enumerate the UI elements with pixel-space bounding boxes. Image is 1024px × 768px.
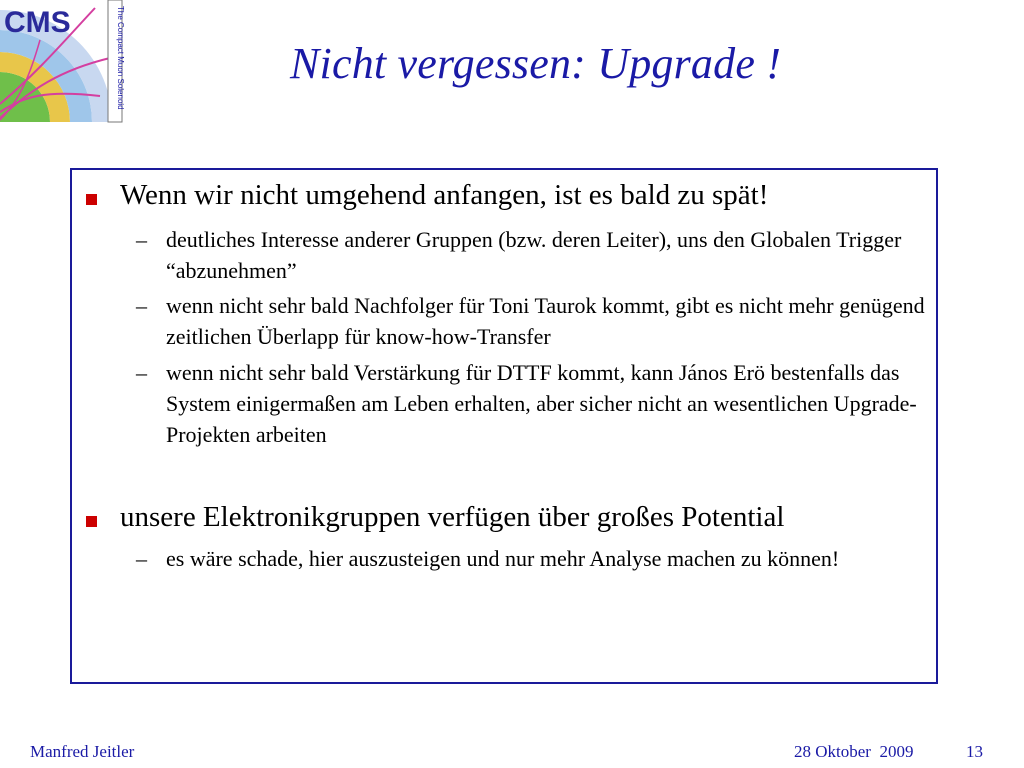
footer-page-number: 13	[966, 742, 983, 761]
sub-text: deutliches Interesse anderer Gruppen (bzw. deren Leiter), uns den Globalen Trigger “abzunehmen”	[166, 227, 902, 283]
footer-date: 28 Oktober 2009	[794, 742, 914, 761]
slide-title: Nicht vergessen: Upgrade !	[290, 39, 782, 88]
bullet-square-icon	[86, 516, 97, 527]
sub-text: es wäre schade, hier auszusteigen und nur mehr Analyse machen zu können!	[166, 546, 840, 571]
dash-icon: –	[136, 293, 147, 318]
sub-text: wenn nicht sehr bald Verstärkung für DTTF kommt, kann János Erö bestenfalls das System einigermaßen am Leben erhalten, aber sicher nicht an wesentlichen Upgrade-Projekten arbeiten	[166, 360, 917, 447]
bullet-text: Wenn wir nicht umgehend anfangen, ist es bald zu spät!	[120, 179, 769, 211]
sub-text: wenn nicht sehr bald Nachfolger für Toni Taurok kommt, gibt es nicht mehr genügend zeitlichen Überlapp für know-how-Transfer	[166, 293, 925, 349]
dash-icon: –	[136, 546, 147, 571]
bullet-square-icon	[86, 194, 97, 205]
content-box	[70, 168, 938, 684]
logo-subtitle: The Compact Muon Solenoid	[116, 6, 125, 110]
bullet-text: unsere Elektronikgruppen verfügen über großes Potential	[120, 501, 785, 533]
logo-text: CMS	[4, 6, 71, 39]
dash-icon: –	[136, 227, 147, 252]
footer-author: Manfred Jeitler	[30, 742, 135, 761]
cms-logo	[0, 0, 124, 122]
cms-logo-icon	[0, 0, 124, 122]
dash-icon: –	[136, 360, 147, 385]
